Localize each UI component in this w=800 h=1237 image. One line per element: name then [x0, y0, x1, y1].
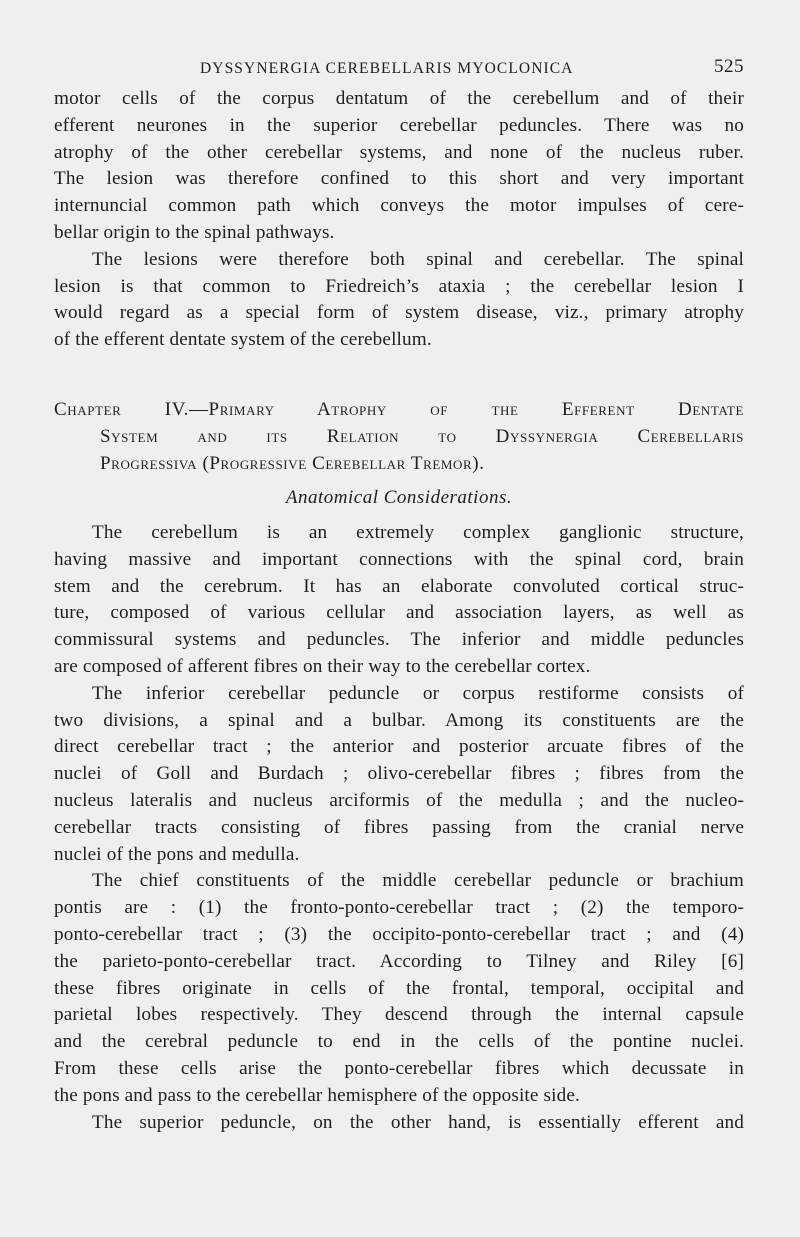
- text-line: The superior peduncle, on the other hand, is essentially efferent and: [92, 1111, 744, 1133]
- text-line: The cerebellum is an extremely complex ganglionic structure,: [92, 521, 744, 543]
- text-line: atrophy of the other cerebellar systems, and none of the nucleus ruber.: [54, 141, 744, 163]
- chapter-heading-line: Chapter IV.—Primary Atrophy of the Efferent Dentate: [54, 398, 744, 420]
- running-header: [54, 50, 744, 86]
- running-title: DYSSYNERGIA CEREBELLARIS MYOCLONICA: [200, 60, 574, 77]
- chapter-heading-line: Progressiva (Progressive Cerebellar Tremor).: [100, 452, 485, 474]
- text-line: lesion is that common to Friedreich’s ataxia ; the cerebellar lesion I: [54, 275, 744, 297]
- text-line: direct cerebellar tract ; the anterior and posterior arcuate fibres of the: [54, 736, 744, 758]
- text-line: The lesions were therefore both spinal and cerebellar. The spinal: [92, 248, 744, 270]
- paragraph-5: [54, 868, 744, 1109]
- text-line: two divisions, a spinal and a bulbar. Among its constituents are the: [54, 709, 744, 731]
- text-line: and the cerebral peduncle to end in the cells of the pontine nuclei.: [54, 1031, 744, 1053]
- text-line: these fibres originate in cells of the frontal, temporal, occipital and: [54, 977, 744, 999]
- text-line: would regard as a special form of system disease, viz., primary atrophy: [54, 302, 744, 324]
- text-line: The lesion was therefore confined to this short and very important: [54, 168, 744, 190]
- text-line: motor cells of the corpus dentatum of the cerebellum and of their: [54, 88, 744, 109]
- chapter-heading: [54, 396, 744, 477]
- page: [54, 50, 744, 1136]
- text-line: efferent neurones in the superior cerebellar peduncles. There was no: [54, 114, 744, 136]
- text-line: ture, composed of various cellular and association layers, as well as: [54, 602, 744, 624]
- paragraph-4: [54, 681, 744, 869]
- text-line: of the efferent dentate system of the cerebellum.: [54, 329, 432, 351]
- text-line: commissural systems and peduncles. The inferior and middle peduncles: [54, 629, 744, 651]
- text-line: ponto-cerebellar tract ; (3) the occipito-ponto-cerebellar tract ; and (4): [54, 923, 744, 945]
- section-subheading: Anatomical Considerations.: [285, 486, 513, 508]
- text-line: cerebellar tracts consisting of fibres passing from the cranial nerve: [54, 816, 744, 838]
- text-line: The chief constituents of the middle cerebellar peduncle or brachium: [92, 870, 744, 892]
- paragraph-3: [54, 520, 744, 681]
- text-line: bellar origin to the spinal pathways.: [54, 221, 335, 243]
- text-line: having massive and important connections with the spinal cord, brain: [54, 548, 744, 570]
- text-line: the parieto-ponto-cerebellar tract. According to Tilney and Riley [6]: [54, 950, 744, 972]
- paragraph-1: [54, 86, 744, 247]
- text-line: The inferior cerebellar peduncle or corpus restiforme consists of: [92, 682, 744, 704]
- text-line: internuncial common path which conveys the motor impulses of cere-: [54, 195, 744, 217]
- text-line: From these cells arise the ponto-cerebellar fibres which decussate in: [54, 1057, 744, 1079]
- chapter-heading-line: System and its Relation to Dyssynergia Cerebellaris: [100, 425, 744, 447]
- text-line: stem and the cerebrum. It has an elaborate convoluted cortical struc-: [54, 575, 744, 597]
- text-line: nucleus lateralis and nucleus arciformis of the medulla ; and the nucleo-: [54, 789, 744, 811]
- text-line: nuclei of Goll and Burdach ; olivo-cerebellar fibres ; fibres from the: [54, 763, 744, 785]
- text-line: parietal lobes respectively. They descend through the internal capsule: [54, 1004, 744, 1026]
- page-number: 525: [714, 56, 744, 77]
- text-line: are composed of afferent fibres on their way to the cerebellar cortex.: [54, 655, 591, 677]
- paragraph-2: [54, 247, 744, 354]
- paragraph-6: [54, 1110, 744, 1137]
- text-line: pontis are : (1) the fronto-ponto-cerebellar tract ; (2) the temporo-: [54, 897, 744, 919]
- section-gap: [54, 354, 744, 396]
- text-line: the pons and pass to the cerebellar hemisphere of the opposite side.: [54, 1084, 580, 1106]
- text-line: nuclei of the pons and medulla.: [54, 843, 300, 865]
